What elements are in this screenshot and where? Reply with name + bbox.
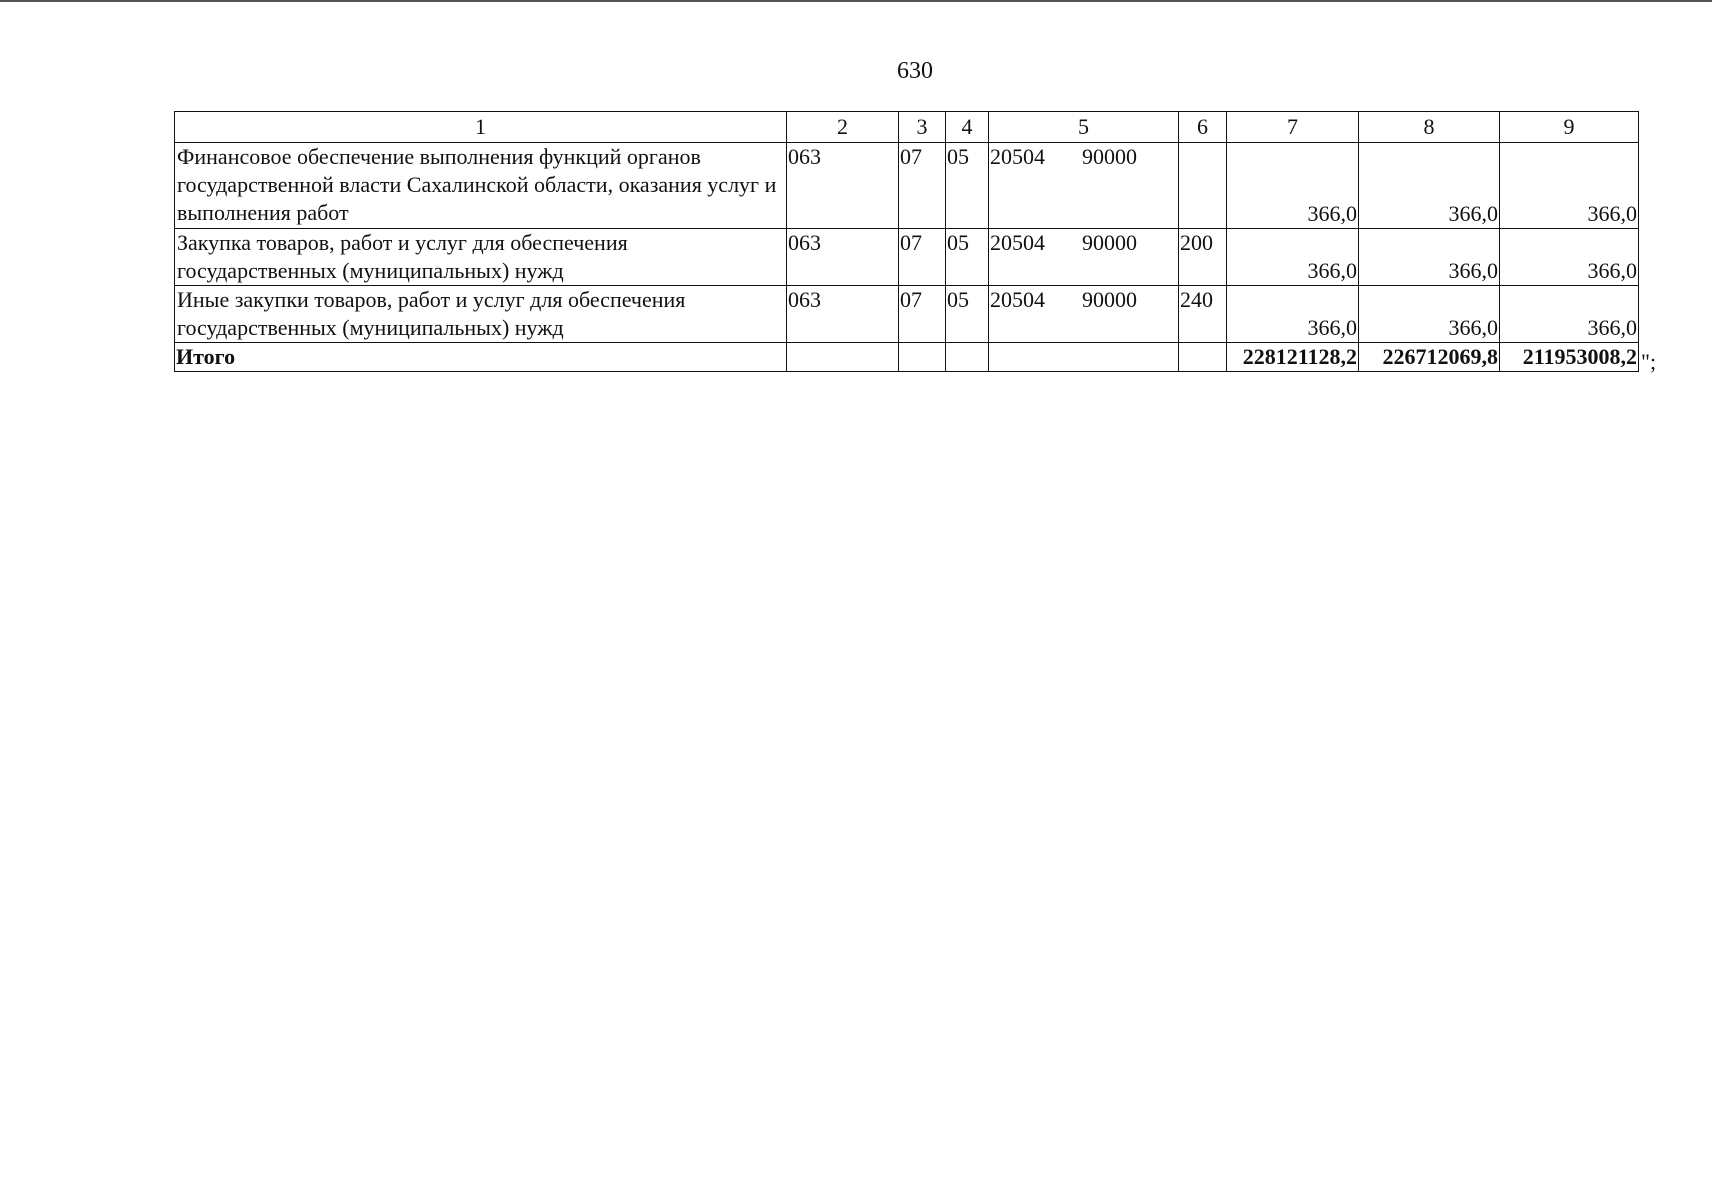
row-code-5-part-a: 20504 (990, 144, 1045, 169)
row-code-5 (989, 286, 1179, 343)
total-empty-3 (899, 343, 946, 372)
page-number: 630 (897, 58, 933, 84)
col-header-5: 5 (989, 112, 1179, 143)
total-empty-2 (787, 343, 899, 372)
row-value-8: 366,0 (1359, 143, 1500, 229)
row-code-2: 063 (787, 286, 899, 343)
col-header-9: 9 (1500, 112, 1639, 143)
col-header-3: 3 (899, 112, 946, 143)
total-value-9: 211953008,2 (1500, 343, 1639, 372)
col-header-6: 6 (1179, 112, 1227, 143)
col-header-2: 2 (787, 112, 899, 143)
total-empty-5 (989, 343, 1179, 372)
total-row (175, 343, 1639, 372)
table-row (175, 143, 1639, 229)
closing-quote-mark: "; (1641, 349, 1657, 374)
total-value-7: 228121128,2 (1227, 343, 1359, 372)
row-code-2: 063 (787, 143, 899, 229)
row-code-2: 063 (787, 229, 899, 286)
budget-table (174, 111, 1639, 372)
col-header-8: 8 (1359, 112, 1500, 143)
row-code-6: 240 (1179, 286, 1227, 343)
row-description: Закупка товаров, работ и услуг для обеспечения государственных (муниципальных) нужд (175, 229, 787, 286)
row-description: Иные закупки товаров, работ и услуг для обеспечения государственных (муниципальных) нужд (175, 286, 787, 343)
total-value-8: 226712069,8 (1359, 343, 1500, 372)
row-code-5-part-b: 90000 (1082, 287, 1137, 312)
table-row (175, 286, 1639, 343)
row-description: Финансовое обеспечение выполнения функций органов государственной власти Сахалинской области, оказания услуг и выполнения работ (175, 143, 787, 229)
col-header-1: 1 (175, 112, 787, 143)
row-code-5-part-b: 90000 (1082, 144, 1137, 169)
row-code-3: 07 (899, 286, 946, 343)
row-value-8: 366,0 (1359, 229, 1500, 286)
row-code-5 (989, 143, 1179, 229)
row-value-9: 366,0 (1500, 286, 1639, 343)
row-code-5-part-a: 20504 (990, 287, 1045, 312)
row-value-7: 366,0 (1227, 286, 1359, 343)
row-code-5-part-a: 20504 (990, 230, 1045, 255)
col-header-7: 7 (1227, 112, 1359, 143)
scan-edge-line (0, 0, 1712, 2)
row-code-4: 05 (946, 229, 989, 286)
col-header-4: 4 (946, 112, 989, 143)
row-value-7: 366,0 (1227, 229, 1359, 286)
row-code-3: 07 (899, 229, 946, 286)
row-code-4: 05 (946, 143, 989, 229)
row-code-4: 05 (946, 286, 989, 343)
row-code-3: 07 (899, 143, 946, 229)
column-number-row (175, 112, 1639, 143)
row-code-6: 200 (1179, 229, 1227, 286)
row-code-6 (1179, 143, 1227, 229)
row-value-9: 366,0 (1500, 229, 1639, 286)
row-code-5 (989, 229, 1179, 286)
total-label: Итого (175, 343, 787, 372)
row-value-9: 366,0 (1500, 143, 1639, 229)
total-empty-4 (946, 343, 989, 372)
table-row (175, 229, 1639, 286)
row-value-8: 366,0 (1359, 286, 1500, 343)
total-empty-6 (1179, 343, 1227, 372)
row-code-5-part-b: 90000 (1082, 230, 1137, 255)
row-value-7: 366,0 (1227, 143, 1359, 229)
